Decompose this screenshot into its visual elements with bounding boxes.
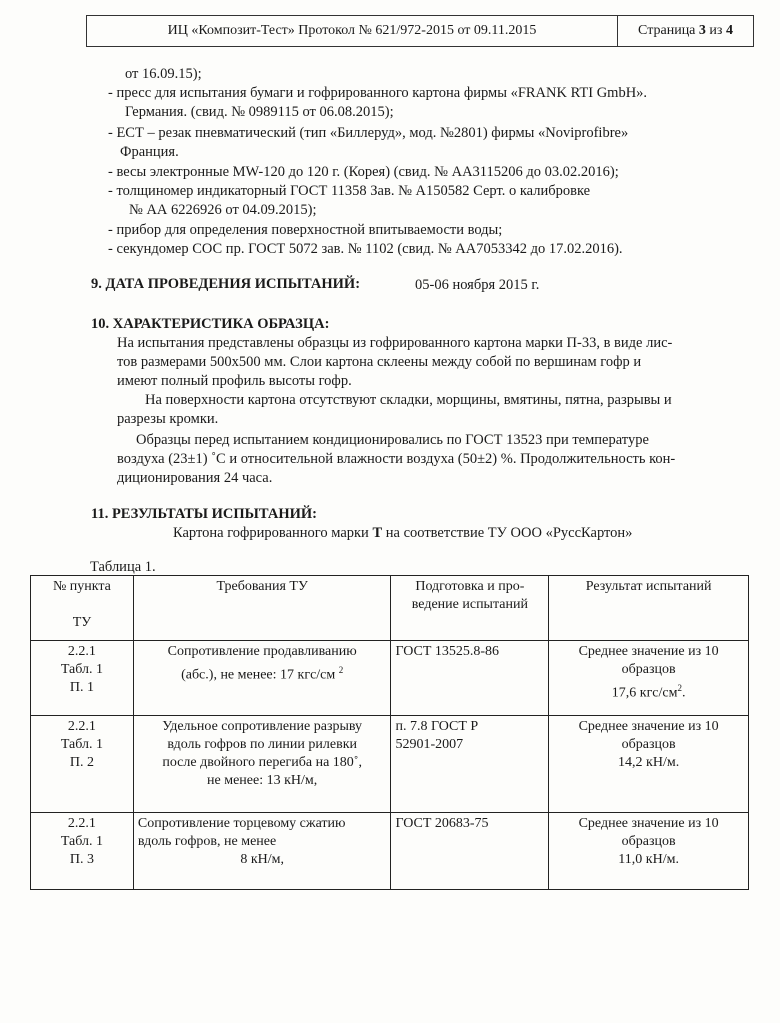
section-10-title: 10. ХАРАКТЕРИСТИКА ОБРАЗЦА: [91, 316, 330, 332]
page-header [86, 15, 754, 47]
table-row [31, 641, 749, 716]
header-clause: № пункта ТУ [31, 576, 134, 641]
result-cell: Среднее значение из 10 образцов 17,6 кгс/$см^2$. [549, 641, 749, 716]
header-requirements: Требования ТУ [133, 576, 391, 641]
list-item: Франция. [120, 144, 179, 160]
table-caption: Таблица 1. [90, 559, 156, 575]
clause-cell: 2.2.1 Табл. 1 П. 2 [31, 716, 134, 813]
list-item: - секундомер СОС пр. ГОСТ 5072 зав. № 1102 (свид. № АА7053342 до 17.02.2016). [108, 241, 623, 257]
header-result: Результат испытаний [549, 576, 749, 641]
table-header-row [31, 576, 749, 641]
clause-cell: 2.2.1 Табл. 1 П. 1 [31, 641, 134, 716]
requirement-cell: Сопротивление продавливанию (абс.), не менее: 17 кгс/см $^2$ [133, 641, 391, 716]
list-item: от 16.09.15); [125, 66, 202, 82]
table-row [31, 813, 749, 890]
header-method: Подготовка и про- ведение испытаний [391, 576, 549, 641]
list-item: Германия. (свид. № 0989115 от 06.08.2015); [125, 104, 394, 120]
list-item: - весы электронные MW-120 до 120 г. (Корея) (свид. № АА3115206 до 03.02.2016); [108, 164, 619, 180]
list-item: - ЕСТ – резак пневматический (тип «Биллеруд», мод. №2801) фирмы «Noviprofibre» [108, 125, 629, 141]
result-cell: Среднее значение из 10 образцов 14,2 кН/м. [549, 716, 749, 813]
requirement-cell: Удельное сопротивление разрыву вдоль гофров по линии рилевки после двойного перегиба на 180˚, не менее: 13 кН/м, [133, 716, 391, 813]
section-11-title: 11. РЕЗУЛЬТАТЫ ИСПЫТАНИЙ: [91, 506, 318, 522]
list-item: - толщиномер индикаторный ГОСТ 11358 Зав. № А150582 Серт. о калибровке [108, 183, 591, 199]
method-cell: ГОСТ 20683-75 [391, 813, 549, 890]
list-item: - пресс для испытания бумаги и гофрированного картона фирмы «FRANK RTI GmbH». [108, 85, 648, 101]
test-dates: 05-06 ноября 2015 г. [415, 277, 540, 293]
results-table [30, 575, 749, 890]
list-item: № АА 6226926 от 04.09.2015); [129, 202, 317, 218]
table-row [31, 716, 749, 813]
page-indicator: Страница 3 из 4 [638, 23, 733, 38]
method-cell: п. 7.8 ГОСТ Р 52901-2007 [391, 716, 549, 813]
section-9-title: 9. ДАТА ПРОВЕДЕНИЯ ИСПЫТАНИЙ: [91, 276, 361, 292]
clause-cell: 2.2.1 Табл. 1 П. 3 [31, 813, 134, 890]
result-cell: Среднее значение из 10 образцов 11,0 кН/м. [549, 813, 749, 890]
list-item: - прибор для определения поверхностной впитываемости воды; [108, 222, 503, 238]
requirement-cell: Сопротивление торцевому сжатию вдоль гофров, не менее 8 кН/м, [133, 813, 391, 890]
section-11-subtitle: Картона гофрированного марки Т на соответствие ТУ ООО «РуссКартон» [173, 525, 633, 541]
method-cell: ГОСТ 13525.8-86 [391, 641, 549, 716]
protocol-title: ИЦ «Композит-Тест» Протокол № 621/972-2015 от 09.11.2015 [87, 16, 618, 46]
